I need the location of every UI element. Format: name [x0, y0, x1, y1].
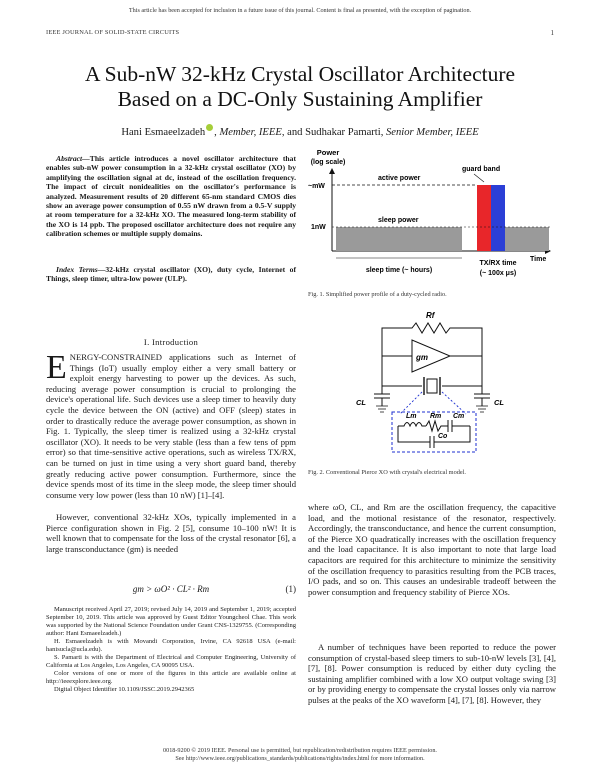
fig2-cl-right-ground: [476, 406, 488, 412]
fig1-ylabel-line1: Power: [316, 148, 340, 157]
intro-paragraph-1: [46, 349, 296, 500]
intro-paragraph-1-text: NERGY-CONSTRAINED applications such as Internet of Things (IoT) usually employ either a very small battery or exploit energy harvesting to power up the devices. As such, reducing average power consumption is crucial to prolonging the device's operational life. Such devices use a sleep timer to heavily duty cycle the device between the ON (active) and OFF (sleep) states in order to drastically reduce the average power consumption, as shown in Fig. 1. Typically, the sleep timer is realized using a 32-kHz crystal oscillator (XO). It needs to be very stable (less than a few tens of ppm error) so that time-sensitive active operations, such as wireless TX/RX, can be turned on just in time using a very short guard band, thereby greatly reducing active power consumption. Furthermore, since the device spends most of its time in the sleep mode, the sleep timer should consume very low power (less than 10 nW) [1]–[4].: [46, 352, 296, 500]
footnote-author-2: S. Pamarti is with the Department of Electrical and Computer Engineering, University of California at Los Angeles, Los Angeles, CA 90095 USA.: [46, 654, 296, 669]
fig2-lm-symbol: [398, 423, 426, 427]
author-line: Hani Esmaeelzadeh , Member, IEEE, and Sudhakar Pamarti, Senior Member, IEEE: [0, 124, 600, 138]
orcid-icon[interactable]: [206, 124, 213, 131]
right-paragraph-2: A number of techniques have been reported to reduce the power consumption of crystal-based sleep timers to sub-10-nW levels [3], [4], [7], [8]. Power consumption is reduced by either duty cycling the sustaining amplifier combined with a low XO output voltage swing [3] or by providing energy to compensate the crystal losses only via narrow pulses at the peaks of the XO waveform [4], [7], [8]. However, they: [308, 642, 556, 705]
footnote-color: Color versions of one or more of the figures in this article are available online at http://ieeexplore.ieee.org.: [46, 670, 296, 685]
fig1-active-power-label: active power: [378, 175, 421, 182]
index-terms: [46, 265, 296, 284]
index-terms-text: 32-kHz crystal oscillator (XO), duty cycle, Internet of Things, sleep timer, ultra-low power (ULP).: [46, 265, 296, 284]
author-joiner: , and: [281, 127, 306, 138]
fig2-cl-left-symbol: [374, 394, 390, 406]
abstract: [46, 154, 296, 239]
fig2-cl-left-label: CL: [356, 398, 366, 407]
author-2-name: Sudhakar Pamarti: [305, 127, 381, 138]
fig1-txrx-bar: [491, 185, 505, 251]
footnote-manuscript: Manuscript received April 27, 2019; revised July 14, 2019 and September 1, 2019; accepted September 10, 2019. This article was approved by Guest Editor Youngcheol Chae. This work was supported by the National Science Foundation under Grant CNS-1329755. (Corresponding author: Hani Esmaeelzadeh.): [46, 606, 296, 637]
fig1-guard-band-pointer: [474, 174, 484, 182]
fig1-txrx-label-line1: TX/RX time: [479, 260, 517, 267]
fig2-rm-label: Rm: [430, 413, 442, 420]
right-paragraph-1: where ωO, CL, and Rm are the oscillation frequency, the capacitive load, and the motional resistance of the resonator, respectively. Accordingly, the transconductance, and hence the current consumption, of the Pierce XO quadratically increases with the oscillation frequency and the load capacitance. It is also important to note that large load capacitors are required for this architecture to minimize the sensitivity of the oscillation frequency to parasitics resulting from the PCB traces, I/O pads, and so on. This causes an undesirable tradeoff between the power consumption and frequency stability of Pierce XOs.: [308, 502, 556, 597]
fig2-cl-left-ground: [376, 406, 388, 412]
abstract-text: This article introduces a novel oscillator architecture that enables sub-nW power consumption in a 32-kHz crystal oscillator (XO) by amplifying the oscillation signal at dc, instead of the oscillation frequency. The impact of circuit nonidealities on the oscillator's performance is analyzed. Measurement results of 20 different 65-nm standard CMOS dies show an average power consumption of 0.55 nW drawn from a 0.5-V supply at room temperature for a 32-kHz XO. The measured long-term stability of the XO is 14 ppb. The proposed oscillator architecture does not require any calibration schemes or multiple supply domains.: [46, 154, 296, 239]
fig2-cl-right-symbol: [474, 394, 490, 406]
fig1-txrx-label-line2: (~ 100x μs): [479, 270, 517, 277]
fig2-rf-label: Rf: [426, 311, 435, 320]
fig1-guard-band-label: guard band: [462, 166, 501, 173]
footnote-doi: Digital Object Identifier 10.1109/JSSC.2019.2942365: [54, 686, 195, 693]
fig2-cm-label: Cm: [453, 413, 465, 420]
fig2-lm-label: Lm: [406, 413, 417, 420]
fig1-sleep-segment-1: [336, 227, 462, 251]
figure-2-pierce-xo: [352, 306, 516, 458]
equation-number: (1): [285, 584, 296, 594]
fig1-time-label: Time: [530, 256, 547, 263]
fig1-tick-mw: ~mW: [308, 183, 325, 190]
equation-body: gm > ωO² · CL² · Rm: [132, 584, 210, 594]
footnotes: [46, 606, 296, 694]
fig2-cm-symbol: [448, 420, 470, 432]
author-1-name: Hani Esmaeelzadeh: [121, 127, 206, 138]
copyright-line-2: See http://www.ieee.org/publications_standards/publications/rights/index.html for more information.: [175, 755, 425, 762]
footnote-author-1: H. Esmaeelzadeh is with Movandi Corporation, Irvine, CA 92618 USA (e-mail: hanisucla@ucla.edu).: [46, 638, 296, 653]
fig2-cl-right-label: CL: [494, 398, 504, 407]
title-line-1: A Sub-nW 32-kHz Crystal Oscillator Architecture: [84, 62, 516, 86]
section-heading-introduction: I. Introduction: [143, 337, 199, 347]
fig2-zoom-lines: [400, 392, 466, 414]
index-terms-label: Index Terms—: [56, 265, 106, 274]
fig1-sleep-power-label: sleep power: [378, 217, 419, 224]
copyright-notice: [0, 747, 600, 763]
figure-2-caption: Fig. 2. Conventional Pierce XO with crystal's electrical model.: [308, 469, 466, 476]
title-line-2: Based on a DC-Only Sustaining Amplifier: [117, 87, 483, 111]
figure-1-caption: Fig. 1. Simplified power profile of a duty-cycled radio.: [308, 291, 447, 298]
fig1-ylabel-line2: (log scale): [310, 159, 346, 166]
acceptance-notice: This article has been accepted for inclusion in a future issue of this journal. Content is final as presented, with the exception of pagination.: [128, 7, 472, 14]
fig2-rm-symbol: [426, 421, 448, 431]
drop-cap: E: [46, 349, 67, 386]
figure-1-power-profile: [306, 147, 556, 282]
fig1-sleep-segment-2: [505, 227, 549, 251]
copyright-line-1: 0018-9200 © 2019 IEEE. Personal use is permitted, but republication/redistribution requires IEEE permission.: [163, 747, 437, 754]
author-1-role: Member, IEEE: [219, 127, 282, 138]
fig1-sleep-time-label: sleep time (~ hours): [365, 267, 433, 274]
running-head: IEEE JOURNAL OF SOLID-STATE CIRCUITS: [46, 29, 180, 36]
fig2-crystal-body: [427, 379, 437, 393]
fig1-guard-band-bar: [477, 185, 491, 251]
author-2-role: Senior Member, IEEE: [386, 127, 479, 138]
fig2-co-label: Co: [438, 433, 448, 440]
intro-paragraph-2: However, conventional 32-kHz XOs, typically implemented in a Pierce configuration shown in Fig. 2 [5], consume 10–100 nW! It is well known that to compensate for the loss of the crystal resonator [6], a large transconductance (gm) is needed: [46, 512, 296, 554]
fig2-co-symbol: [398, 426, 470, 448]
abstract-label: Abstract—: [56, 154, 90, 163]
paper-title: [0, 62, 600, 112]
fig1-tick-nw: 1nW: [311, 224, 326, 231]
page-number: 1: [550, 29, 554, 37]
fig2-gm-label: gm: [416, 353, 428, 362]
